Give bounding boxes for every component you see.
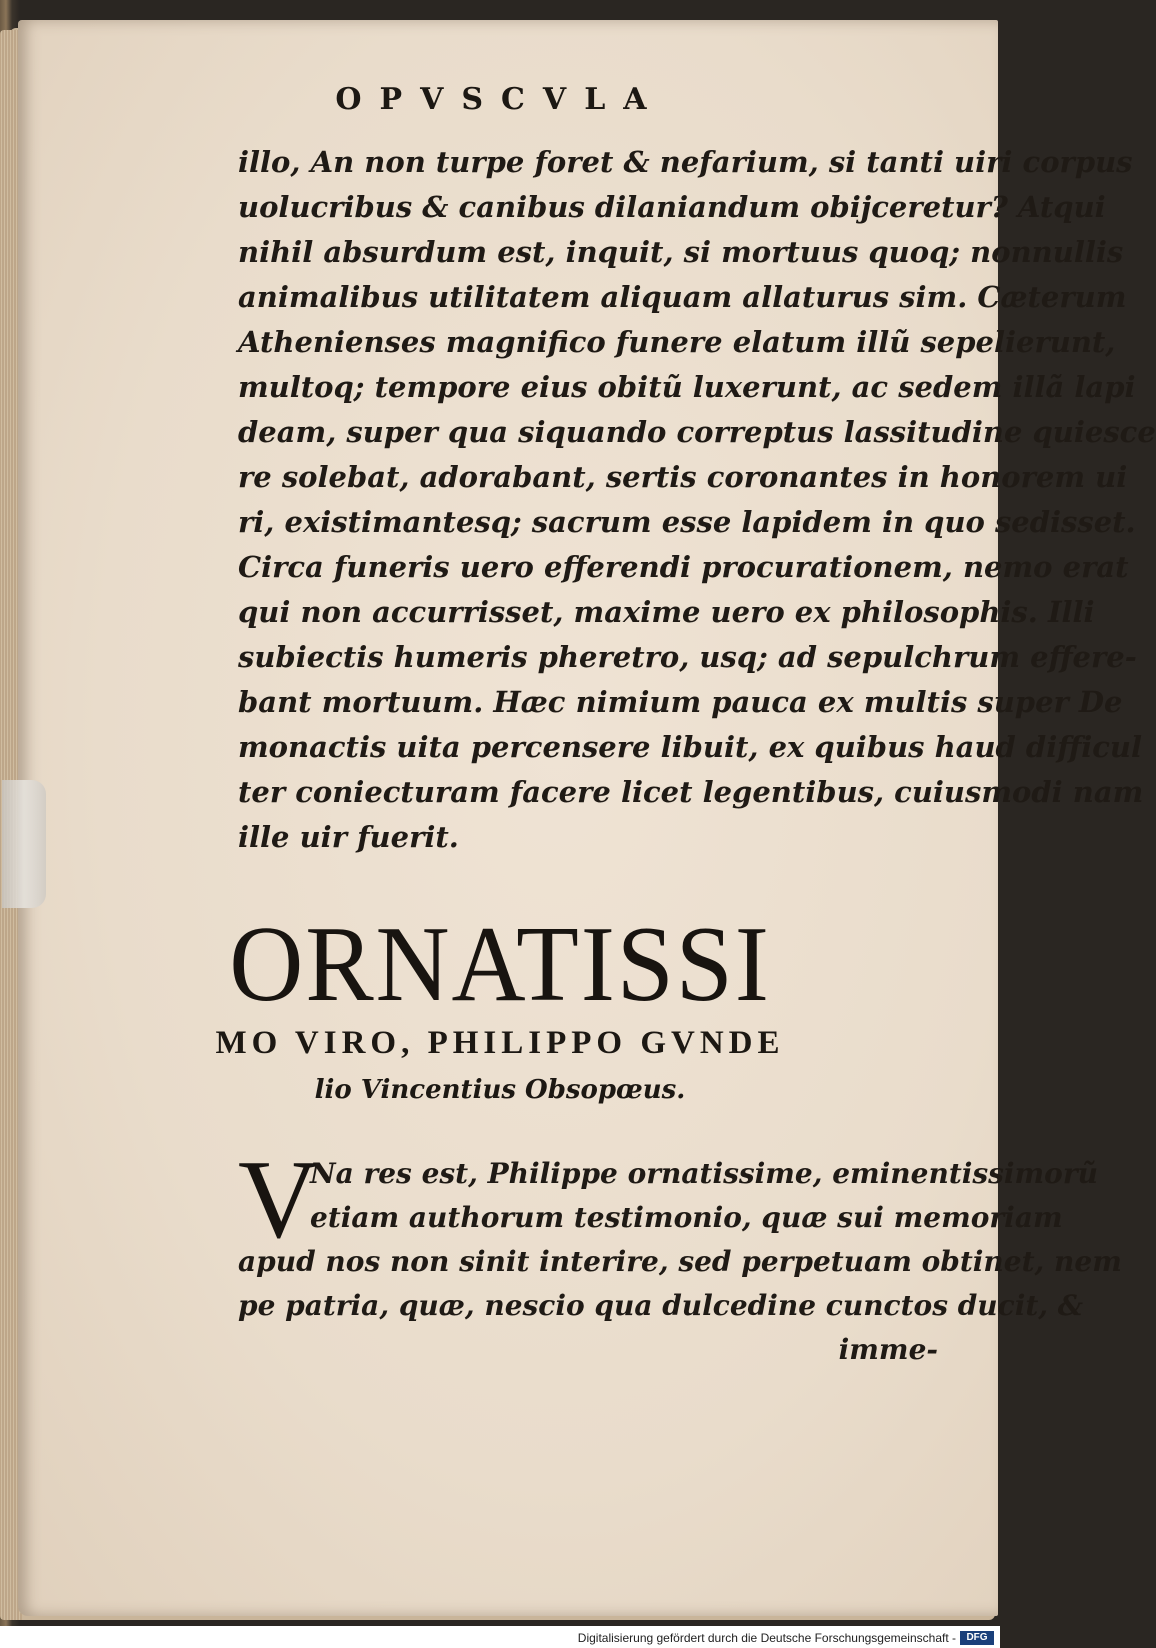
section-heading-line3: lio Vincentius Obsopœus. bbox=[314, 1075, 686, 1105]
text-line: apud nos non sinit interire, sed perpetuam obtinet, nem bbox=[238, 1245, 1122, 1278]
running-head: OPVSCVLA bbox=[335, 82, 665, 117]
text-line: ille uir fuerit. bbox=[238, 820, 459, 854]
text-line: deam, super qua siquando correptus lassitudine quiesce bbox=[238, 415, 1156, 449]
drop-capital: V bbox=[238, 1138, 319, 1262]
text-line: qui non accurrisset, maxime uero ex philosophis. Illi bbox=[238, 595, 1095, 629]
body-text bbox=[238, 140, 1156, 860]
text-line: Circa funeris uero efferendi procurationem, nemo erat bbox=[238, 550, 1129, 584]
text-line: multoq; tempore eius obitũ luxerunt, ac sedem illã lapi bbox=[238, 370, 1136, 404]
section-heading-line2: MO VIRO, PHILIPPO GVNDE bbox=[215, 1025, 785, 1061]
section-heading-large: ORNATISSI bbox=[229, 905, 771, 1024]
paragraph-text bbox=[238, 1138, 1122, 1372]
text-line: animalibus utilitatem aliquam allaturus sim. Cæterum bbox=[238, 280, 1127, 314]
text-line: pe patria, quæ, nescio qua dulcedine cunctos ducit, & bbox=[238, 1289, 1084, 1322]
funding-notice: Digitalisierung gefördert durch die Deutsche Forschungsgemeinschaft - bbox=[577, 1631, 956, 1645]
footer-bar bbox=[0, 1626, 1000, 1648]
text-line: Athenienses magnifico funere elatum illũ sepelierunt, bbox=[238, 325, 1116, 359]
text-line: ri, existimantesq; sacrum esse lapidem in quo sedisset. bbox=[238, 505, 1136, 539]
bookmark-tab bbox=[2, 780, 46, 908]
text-line: illo, An non turpe foret & nefarium, si tanti uiri corpus bbox=[238, 145, 1133, 179]
text-line: etiam authorum testimonio, quæ sui memoriam bbox=[310, 1201, 1063, 1234]
text-line: Na res est, Philippe ornatissime, eminentissimorũ bbox=[310, 1157, 1098, 1190]
text-line: nihil absurdum est, inquit, si mortuus quoq; nonnullis bbox=[238, 235, 1124, 269]
catchword: imme- bbox=[838, 1333, 938, 1366]
text-line: ter coniecturam facere licet legentibus, cuiusmodi nam bbox=[238, 775, 1144, 809]
text-line: subiectis humeris pheretro, usq; ad sepulchrum effere- bbox=[238, 640, 1137, 674]
text-line: re solebat, adorabant, sertis coronantes in honorem ui bbox=[238, 460, 1128, 494]
dfg-logo: DFG bbox=[960, 1631, 994, 1645]
text-line: monactis uita percensere libuit, ex quibus haud difficul bbox=[238, 730, 1142, 764]
text-line: uolucribus & canibus dilaniandum obijceretur? Atqui bbox=[238, 190, 1106, 224]
text-line: bant mortuum. Hæc nimium pauca ex multis super De bbox=[238, 685, 1123, 719]
